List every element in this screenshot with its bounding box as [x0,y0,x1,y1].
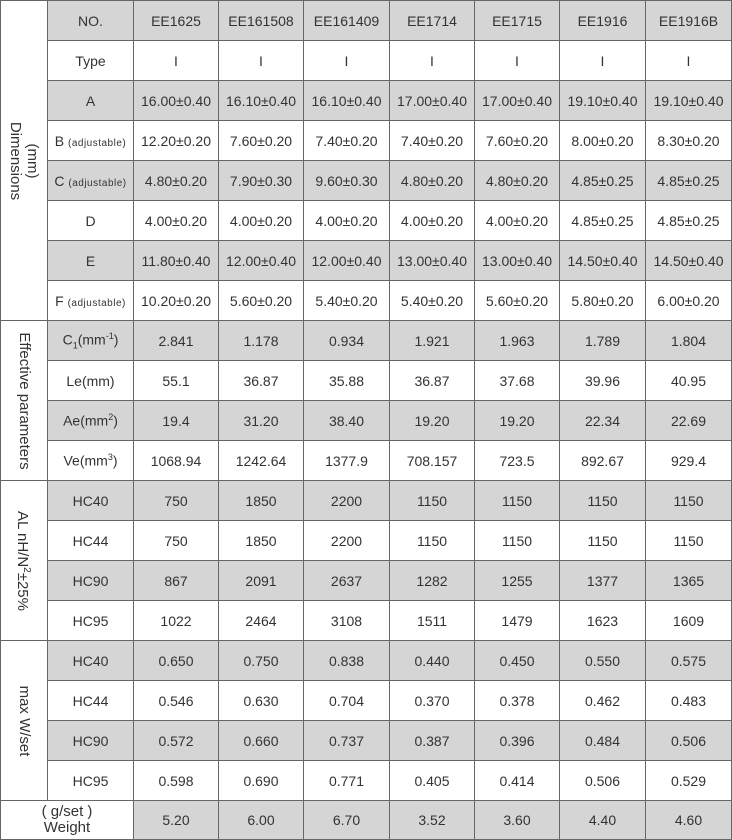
maxw-cell: 0.529 [646,761,732,801]
dim-cell: 19.10±0.40 [560,81,646,121]
dim-cell: 4.00±0.20 [390,201,475,241]
model-header: EE1916B [646,1,732,41]
model-header: EE1625 [134,1,219,41]
dim-row-c [1,161,732,201]
dim-label: D [48,201,134,241]
effective-group-label [1,321,48,481]
maxw-row-hc40 [1,641,732,681]
type-cell: I [134,41,219,81]
maxw-cell: 0.575 [646,641,732,681]
eff-row-ae [1,401,732,441]
al-row-hc90 [1,561,732,601]
dim-cell: 7.40±0.20 [390,121,475,161]
al-label: HC90 [48,561,134,601]
dim-cell: 16.10±0.40 [304,81,390,121]
header-row [1,1,732,41]
weight-label: ( g/set ) Weight [1,801,134,840]
eff-cell: 723.5 [475,441,560,481]
maxw-cell: 0.737 [304,721,390,761]
maxw-cell: 0.506 [646,721,732,761]
dim-label: C (adjustable) [48,161,134,201]
dim-row-b [1,121,732,161]
eff-cell: 1.921 [390,321,475,361]
dim-cell: 19.10±0.40 [646,81,732,121]
dim-cell: 12.00±0.40 [304,241,390,281]
maxw-cell: 0.704 [304,681,390,721]
maxw-cell: 0.414 [475,761,560,801]
al-cell: 1150 [475,521,560,561]
dim-cell: 17.00±0.40 [475,81,560,121]
eff-label: $C_1(mm^{-1})$ [48,321,134,361]
dimensions-unit: (mm) [24,143,41,178]
maxw-cell: 0.506 [560,761,646,801]
al-cell: 1365 [646,561,732,601]
al-cell: 2637 [304,561,390,601]
maxw-cell: 0.690 [219,761,304,801]
maxw-cell: 0.660 [219,721,304,761]
eff-row-le [1,361,732,401]
dim-cell: 8.30±0.20 [646,121,732,161]
maxw-cell: 0.750 [219,641,304,681]
eff-cell: 892.67 [560,441,646,481]
eff-cell: 1068.94 [134,441,219,481]
dim-cell: 9.60±0.30 [304,161,390,201]
eff-cell: 39.96 [560,361,646,401]
dim-label: F (adjustable) [48,281,134,321]
al-cell: 1150 [560,521,646,561]
dim-cell: 5.60±0.20 [475,281,560,321]
al-cell: 1850 [219,481,304,521]
eff-cell: 19.20 [475,401,560,441]
type-label: Type [48,41,134,81]
weight-row [1,801,732,840]
eff-cell: 40.95 [646,361,732,401]
eff-cell: 929.4 [646,441,732,481]
dim-row-f [1,281,732,321]
maxw-cell: 0.440 [390,641,475,681]
dim-cell: 7.40±0.20 [304,121,390,161]
weight-cell: 4.40 [560,801,646,840]
dim-cell: 14.50±0.40 [560,241,646,281]
maxw-group-label: max W/set [1,641,48,801]
al-cell: 1377 [560,561,646,601]
maxw-row-hc95 [1,761,732,801]
al-cell: 3108 [304,601,390,641]
maxw-cell: 0.378 [475,681,560,721]
dim-label: A [48,81,134,121]
dim-label: B (adjustable) [48,121,134,161]
maxw-cell: 0.650 [134,641,219,681]
type-row [1,41,732,81]
al-cell: 1150 [390,521,475,561]
maxw-cell: 0.387 [390,721,475,761]
dim-cell: 5.40±0.20 [390,281,475,321]
al-cell: 1150 [560,481,646,521]
al-cell: 1511 [390,601,475,641]
dim-cell: 14.50±0.40 [646,241,732,281]
dim-cell: 7.90±0.30 [219,161,304,201]
maxw-cell: 0.546 [134,681,219,721]
eff-cell: 37.68 [475,361,560,401]
eff-cell: 1377.9 [304,441,390,481]
weight-cell: 6.00 [219,801,304,840]
dim-cell: 7.60±0.20 [219,121,304,161]
maxw-label: HC95 [48,761,134,801]
dim-cell: 10.20±0.20 [134,281,219,321]
eff-cell: 38.40 [304,401,390,441]
dim-cell: 11.80±0.40 [134,241,219,281]
eff-cell: 22.34 [560,401,646,441]
eff-cell: 2.841 [134,321,219,361]
dim-label: E [48,241,134,281]
maxw-cell: 0.838 [304,641,390,681]
eff-cell: 31.20 [219,401,304,441]
maxw-cell: 0.405 [390,761,475,801]
dim-cell: 8.00±0.20 [560,121,646,161]
maxw-row-hc90 [1,721,732,761]
model-header: EE161508 [219,1,304,41]
maxw-cell: 0.396 [475,721,560,761]
eff-cell: 1.789 [560,321,646,361]
eff-cell: 0.934 [304,321,390,361]
eff-label: $Ve(mm^3)$ [48,441,134,481]
model-header: EE1916 [560,1,646,41]
dim-cell: 4.80±0.20 [134,161,219,201]
eff-row-ve [1,441,732,481]
maxw-label: HC40 [48,641,134,681]
eff-cell: 22.69 [646,401,732,441]
maxw-label: HC44 [48,681,134,721]
al-cell: 1850 [219,521,304,561]
dim-cell: 5.80±0.20 [560,281,646,321]
maxw-cell: 0.630 [219,681,304,721]
weight-cell: 4.60 [646,801,732,840]
eff-cell: 36.87 [219,361,304,401]
dim-cell: 4.00±0.20 [304,201,390,241]
al-cell: 750 [134,521,219,561]
dim-cell: 4.80±0.20 [475,161,560,201]
al-cell: 1255 [475,561,560,601]
al-cell: 1150 [646,521,732,561]
maxw-cell: 0.550 [560,641,646,681]
al-label: HC95 [48,601,134,641]
dim-cell: 4.00±0.20 [219,201,304,241]
eff-cell: 1.963 [475,321,560,361]
dim-cell: 5.60±0.20 [219,281,304,321]
maxw-cell: 0.370 [390,681,475,721]
type-cell: I [646,41,732,81]
al-cell: 2464 [219,601,304,641]
dim-cell: 12.00±0.40 [219,241,304,281]
al-cell: 750 [134,481,219,521]
model-header: EE1714 [390,1,475,41]
al-row-hc95 [1,601,732,641]
dimensions-title: Dimensions [7,121,24,200]
al-cell: 867 [134,561,219,601]
dim-cell: 12.20±0.20 [134,121,219,161]
no-header: NO. [48,1,134,41]
eff-cell: 55.1 [134,361,219,401]
type-cell: I [475,41,560,81]
al-cell: 2200 [304,481,390,521]
dimensions-group-label [1,1,48,321]
al-cell: 1150 [390,481,475,521]
al-cell: 2091 [219,561,304,601]
dim-cell: 4.80±0.20 [390,161,475,201]
eff-cell: 19.20 [390,401,475,441]
maxw-cell: 0.598 [134,761,219,801]
dim-cell: 6.00±0.20 [646,281,732,321]
model-header: EE1715 [475,1,560,41]
al-label: HC44 [48,521,134,561]
maxw-row-hc44 [1,681,732,721]
eff-cell: 1.178 [219,321,304,361]
dim-row-a [1,81,732,121]
dim-cell: 4.00±0.20 [475,201,560,241]
model-header: EE161409 [304,1,390,41]
al-cell: 1022 [134,601,219,641]
al-cell: 1150 [475,481,560,521]
dim-cell: 4.85±0.25 [560,161,646,201]
eff-cell: 36.87 [390,361,475,401]
weight-cell: 5.20 [134,801,219,840]
maxw-cell: 0.450 [475,641,560,681]
weight-cell: 3.60 [475,801,560,840]
al-cell: 1623 [560,601,646,641]
dim-row-d [1,201,732,241]
eff-row-c1 [1,321,732,361]
dim-row-e [1,241,732,281]
eff-cell: 35.88 [304,361,390,401]
effective-title: Effective parameters [16,331,33,470]
maxw-cell: 0.572 [134,721,219,761]
type-cell: I [304,41,390,81]
type-cell: I [219,41,304,81]
eff-cell: 19.4 [134,401,219,441]
eff-label: $Ae(mm^2)$ [48,401,134,441]
al-label: HC40 [48,481,134,521]
dim-cell: 16.00±0.40 [134,81,219,121]
al-cell: 1609 [646,601,732,641]
eff-cell: 1242.64 [219,441,304,481]
dim-cell: 4.85±0.25 [646,161,732,201]
weight-cell: 3.52 [390,801,475,840]
al-cell: 1479 [475,601,560,641]
al-row-hc40 [1,481,732,521]
maxw-cell: 0.484 [560,721,646,761]
type-cell: I [560,41,646,81]
dim-cell: 4.00±0.20 [134,201,219,241]
dim-cell: 7.60±0.20 [475,121,560,161]
maxw-cell: 0.771 [304,761,390,801]
dim-cell: 16.10±0.40 [219,81,304,121]
eff-cell: 708.157 [390,441,475,481]
dim-cell: 4.85±0.25 [646,201,732,241]
maxw-label: HC90 [48,721,134,761]
al-cell: 1150 [646,481,732,521]
eff-label: Le(mm) [48,361,134,401]
al-row-hc44 [1,521,732,561]
maxw-cell: 0.483 [646,681,732,721]
dim-cell: 13.00±0.40 [390,241,475,281]
eff-cell: 1.804 [646,321,732,361]
dim-cell: 17.00±0.40 [390,81,475,121]
weight-cell: 6.70 [304,801,390,840]
type-cell: I [390,41,475,81]
al-cell: 2200 [304,521,390,561]
al-cell: 1282 [390,561,475,601]
dim-cell: 4.85±0.25 [560,201,646,241]
dim-cell: 13.00±0.40 [475,241,560,281]
dim-cell: 5.40±0.20 [304,281,390,321]
al-group-label: AL $nH/N^2\pm 25\%$ [1,481,48,641]
maxw-cell: 0.462 [560,681,646,721]
